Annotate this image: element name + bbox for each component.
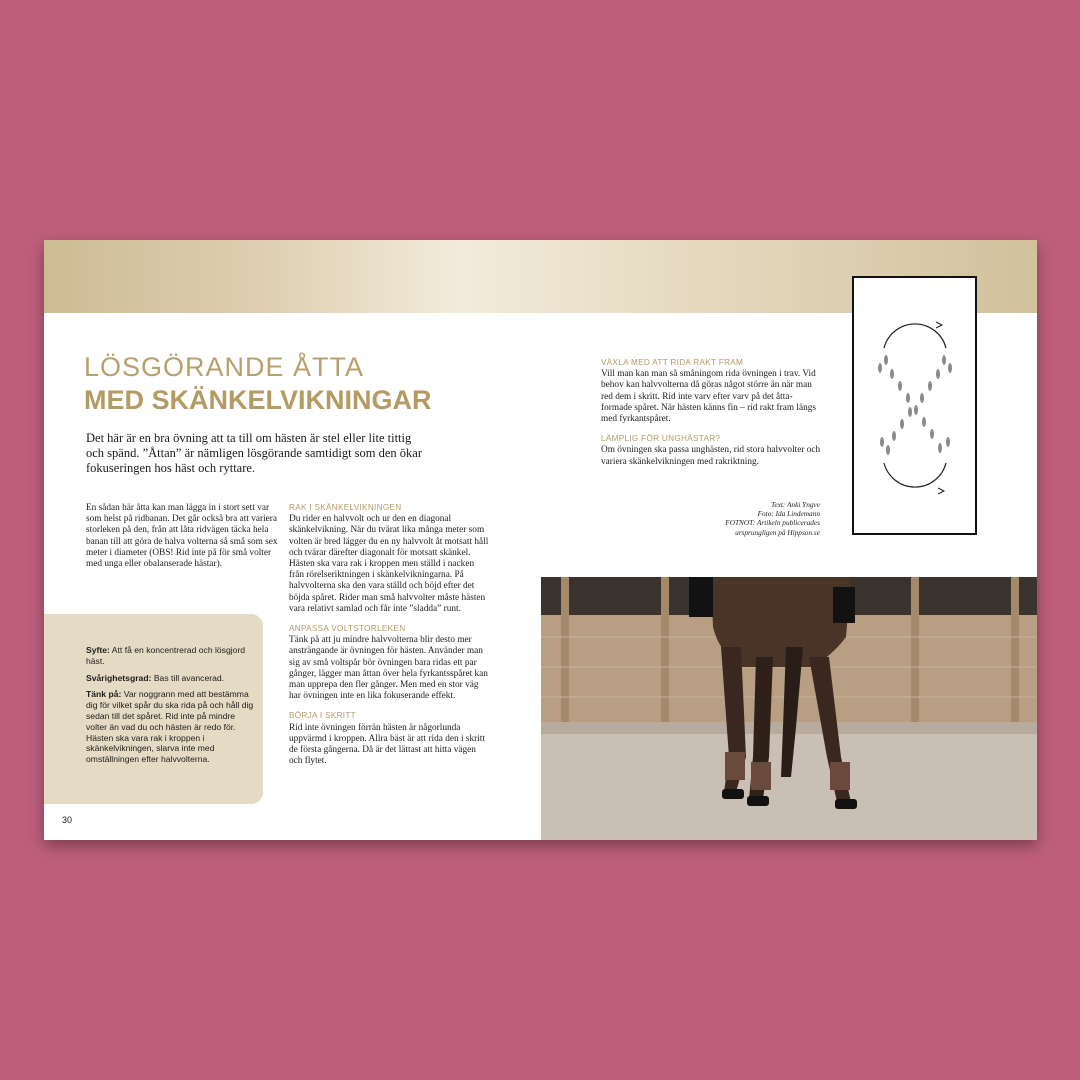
right-column [601,357,823,468]
section-heading: VÄXLA MED ATT RIDA RAKT FRAM [601,358,744,367]
magazine-spread [44,240,1037,840]
article-credits [684,500,820,537]
figure-eight-diagram [852,276,977,535]
section-text: Om övningen ska passa unghästen, rid stora halvvolter och variera skänkelvikningen med rakriktning. [601,445,821,467]
middle-column [289,502,489,767]
credit-footnote-cont: ursprungligen på Hippson.se [735,527,820,537]
syfte-text: Att få en koncentrerad och lösgjord häst. [86,645,246,666]
horse-photo-illustration [541,577,1037,840]
hoofprint-icons [878,355,952,455]
section-heading: BÖRJA I SKRITT [289,711,356,721]
tips-text: Var noggrann med att bestämma dig för vilket spår du ska rida på och håll dig sedan till det spåret. Rid inte på mindre volter än vad du och hästen är redo för. Hästen ska vara rak i kroppen i skänkelvikningen, slarva inte med omställningen efter halvvolterna. [86,689,254,765]
section-heading: ANPASSA VOLTSTORLEKEN [289,624,406,634]
tips-label: Tänk på: [86,689,122,700]
section-text: Tänk på att ju mindre halvvolterna blir desto mer ansträngande är övningen för hästen. Använder man sig av små voltspår bör övningen bara ridas ett par gånger, lägger man åttan över hela fyrkantsspåret kan man upprepa den fler gånger. Men med en stor väg har övningen inte en lika fokuserande effekt. [289,635,488,702]
credit-footnote: FOTNOT: Artikeln publicerades [725,518,820,528]
article-title-line2: MED SKÄNKELVIKNINGAR [84,385,432,415]
page-number: 30 [62,815,73,825]
article-title-line1: LÖSGÖRANDE ÅTTA [84,352,365,382]
lower-halfvolt-line [884,463,946,487]
difficulty-label: Svårighetsgrad: [86,672,152,683]
section-heading: LÄMPLIG FÖR UNGHÄSTAR? [601,434,721,444]
section-heading: RAK I SKÄNKELVIKNINGEN [289,503,402,512]
arena-diagram [854,278,975,533]
arrow-icon [938,488,944,494]
arrow-icon [936,322,942,328]
intro-paragraph: En sådan här åtta kan man lägga in i stort sett var som helst på ridbanan. Det går också bra att variera storleken på den, från att låta ridvägen täcka hela banan till att göra de halva volterna så små som sex meter i diameter (OBS! Rid inte på för små volter med unga eller obalanserade hästar). [86,503,278,570]
section-text: Du rider en halvvolt och ur den en diagonal skänkelvikning. När du tvärat lika många meter som volten är bred lägger du en ny halvvolt åt motsatt håll och tvärar därefter diagonalt för motsatt skänkel. Hästen ska vara rak i kroppen men ställd i nacken från rörelseriktningen i skänkelvikningarna. På halvvolterna ska den vara ställd och böjd efter det böjda spåret. Rider man små halvvolter måste hästen vara relativt samlad och får inte ”sladda” runt. [289,514,489,614]
section-text: Vill man kan man så småningom rida övningen i trav. Vid behov kan halvvolterna då göras något större än när man red dem i skritt. Rid inte varv efter varv på det åtta-formade spåret. När hästen känns fin – rid rakt fram längs med fyrkantspåret. [601,369,817,425]
syfte-label: Syfte: [86,645,110,655]
credit-photo: Foto: Ida Lindemann [757,509,820,519]
horse-photo [541,577,1037,840]
article-lead: Det här är en bra övning att ta till om hästen är stel eller lite tittig och spänd. ”Åttan” är nämligen lösgörande samtidigt som den ökar fokuseringen hos häst och ryttare. [86,431,423,475]
section-text: Rid inte övningen förrän hästen är någorlunda uppvärmd i kroppen. Allra bäst är att rida den i skritt de första gångerna. Då är det lättast att hitta vägen och flytet. [289,722,485,767]
info-box-text [86,645,256,771]
difficulty-text: Bas till avancerad. [151,672,225,683]
credit-text: Text: Anki Yngve [770,500,820,509]
